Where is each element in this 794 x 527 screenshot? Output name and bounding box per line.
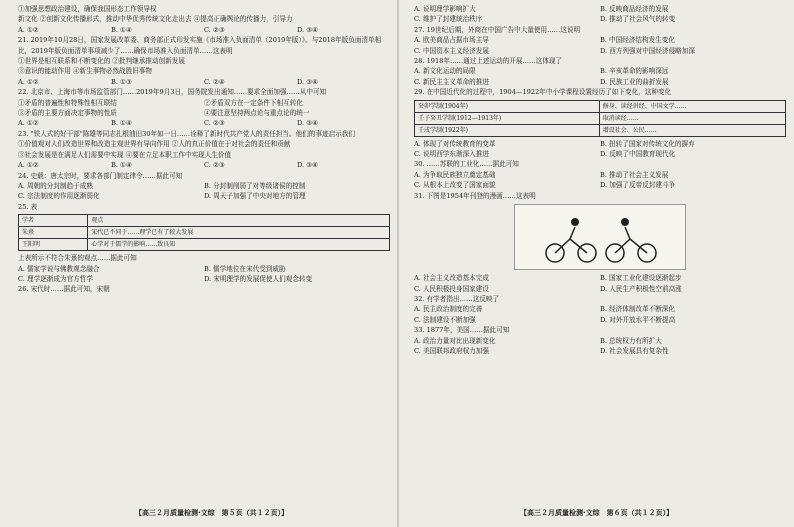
left-page: ①加强思想政治建设，确保我国形态工作领导权 新文化 ②创新文化传播形式，推动中华优秀传统文化走出去 ④提高正确舆论的传播力，引导力 A. ①② B. ①④ C. ②③ D. ③④ 21. 2019年10月28日，国家发展改革委、商务部正式印发实施《市场准入负面清单（2019年版）》。与2018年版负面清单相比，2019年版负面清单事项减少了……确保市场准入负面清单……这表明 ①世界是相互联系和不断变化的 ②批判继承推动创新发展 ③意识的能动作用 ④新生事物必然战胜旧事物 A. ①② B. ①③ C. ②④ D. ③④ 22. 北京市、上海市等市场监管部门……2019年9月3日，国务院发出通知……要求全面加强……从中可知 ①矛盾的普遍性和特殊性相互联结 ②矛盾双方在一定条件下相互转化 ③矛盾的主要方面决定事物的性质 ④要注意坚持两点论与重点论的统一 A. ①② B. ①④ C. ②③ D. ③④ 23. "铁人式的好干部"陈雄等同志扎根油田30年如一日……诠释了新时代共产党人的责任担当。他们的事迹启示我们 ①价值观对人们改造世界和改造主观世界有导向作用 ②人的真正价值在于对社会的责任和贡献 ③社会发展是在满足人们需要中实现 ④要在立足本职工作中实现人生价值 A. ①② B. ①④ C. ②③ D. ③④ 24. 史载：唐太宗时，要求各部门制定律令……据此可知 A. 周朝的分封制趋于成熟 B. 分封制削弱了对等级诸侯的控制 C. 宗法制度的作用逐渐弱化 D. 周天子加强了中央对地方的管理 25. 表 学者 观点 朱熹 宋代已不同于……理学已有了较大发展 王阳明 心学对于儒学的影响……致良知 上表所示不符合朱熹的观点……据此可知 A. 儒家学说与佛教观念融合 B. 儒学地位在宋代受到威胁 C. 理学逐渐成为官方哲学 D. 宋明理学的发展促使人们观念转变 26. 宋代时……据此可知，宋朝 <box>18 4 390 295</box>
page-footer-left: 【高三２月质量检测·文综 第５页（共１２页）】 <box>135 509 289 517</box>
options: A. 社会主义改造基本完成 B. 国家工业化建设逐渐起步 C. 人民积极投身国家建设 D. 人民生产积极性空前高涨 <box>414 274 682 293</box>
question-21: 21. 2019年10月28日，国家发展改革委、商务部正式印发实施《市场准入负面清单（2019年版）》。与2018年版负面清单相比，2019年版负面清单事项减少了……确保市场准入负面清单……这表明 <box>18 36 382 55</box>
options: A. 新文化运动的局限 B. 辛亥革命的影响深远 C. 新民主主义革命的推进 D. 民族工业的曲折发展 <box>414 67 669 86</box>
text-line: 新文化 ②创新文化传播形式，推动中华优秀传统文化走出去 ④提高正确舆论的传播力，引导力 <box>18 15 293 24</box>
question-25-table: 学者 观点 朱熹 宋代已不同于……理学已有了较大发展 王阳明 心学对于儒学的影响……致良知 <box>18 214 390 251</box>
question-27: 27. 19世纪后期，外商在中国广告中大量使用……这说明 <box>414 25 581 34</box>
question-33: 33. 1877年，美国……据此可知 <box>414 326 510 335</box>
right-page <box>414 4 786 356</box>
cartoon-image <box>514 204 686 270</box>
question-32: 32. 有学者指出……这反映了 <box>414 294 500 303</box>
options: A. ①② B. ①④ C. ②③ D. ③④ <box>18 161 319 170</box>
options: A. 体现了对传统教育的变革 B. 扭转了国家对传统文化的摒弃 C. 说明西学东渐深入推进 D. 反映了中国教育现代化 <box>414 139 695 159</box>
question-26: 26. 宋代时……据此可知，宋朝 <box>18 285 110 294</box>
question-30: 30. ……苏联的工业化……据此可知 <box>414 160 519 169</box>
options: ①矛盾的普遍性和特殊性相互联结 ②矛盾双方在一定条件下相互转化 ③矛盾的主要方面决定事物的性质 ④要注意坚持两点论与重点论的统一 <box>18 98 310 118</box>
options: A. 周朝的分封制趋于成熟 B. 分封制削弱了对等级诸侯的控制 C. 宗法制度的作用逐渐弱化 D. 周天子加强了中央对地方的管理 <box>18 181 306 201</box>
question-23: 23. "铁人式的好干部"陈雄等同志扎根油田30年如一日……诠释了新时代共产党人的责任担当。他们的事迹启示我们 <box>18 129 355 138</box>
question-28: 28. 1918年……通过上述运动的开展……这体现了 <box>414 57 563 66</box>
question-22: 22. 北京市、上海市等市场监管部门……2019年9月3日，国务院发出通知……要求全面加强……从中可知 <box>18 88 327 97</box>
question-29-table: 癸卯学制(1904年) 修身、读经讲经、中国文学…… 壬子癸丑学制(1912—1913年) 取消读经…… 壬戌学制(1922年) 增设社会、公民…… <box>414 100 786 137</box>
options: A. ①② B. ①③ C. ②④ D. ③④ <box>18 77 319 86</box>
page-fold <box>397 0 399 527</box>
text-line: ①加强思想政治建设，确保我国形态工作领导权 <box>18 5 157 13</box>
options: A. 为争取民族独立奠定基础 B. 推动了社会主义发展 C. 从根本上改变了国家面貌 D. 加强了反帝反封建斗争 <box>414 170 676 190</box>
options: A. ①② B. ①④ C. ②③ D. ③④ <box>18 119 319 128</box>
question-31: 31. 下图是1954年刊登的漫画……这表明 <box>414 191 536 200</box>
question-24: 24. 史载：唐太宗时，要求各部门制定律令……据此可知 <box>18 171 183 180</box>
motorcycle-riders-illustration <box>525 209 675 265</box>
options: A. ①② B. ①④ C. ②③ D. ③④ <box>18 25 319 34</box>
options: A. 说明理学影响扩大 B. 反映商品经济的发展 C. 维护了封建统治秩序 D. 推动了社会风气的转变 <box>414 5 676 24</box>
options: A. 儒家学说与佛教观念融合 B. 儒学地位在宋代受到威胁 C. 理学逐渐成为官方哲学 D. 宋明理学的发展促使人们观念转变 <box>18 264 313 283</box>
page-footer-right: 【高三２月质量检测·文综 第６页（共１２页）】 <box>520 509 674 517</box>
options: A. 政治力量对比出现新变化 B. 总统权力有所扩大 C. 美国联邦政府权力加强 D. 社会发展具有复杂性 <box>414 336 669 355</box>
options: A. 民主政治制度的完善 B. 经济体制改革不断深化 C. 法制建设不断加强 D. 对外开放水平不断提高 <box>414 305 676 324</box>
question-29: 29. 在中国近代化的过程中，1904—1922年中小学课程设置经历了如下变化，这种变化 <box>414 88 672 97</box>
options: A. 欧美商品占据市场主导 B. 中国经济结构发生变化 C. 中国资本主义经济发展 D. 西方列强对中国经济侵略加深 <box>414 36 695 55</box>
